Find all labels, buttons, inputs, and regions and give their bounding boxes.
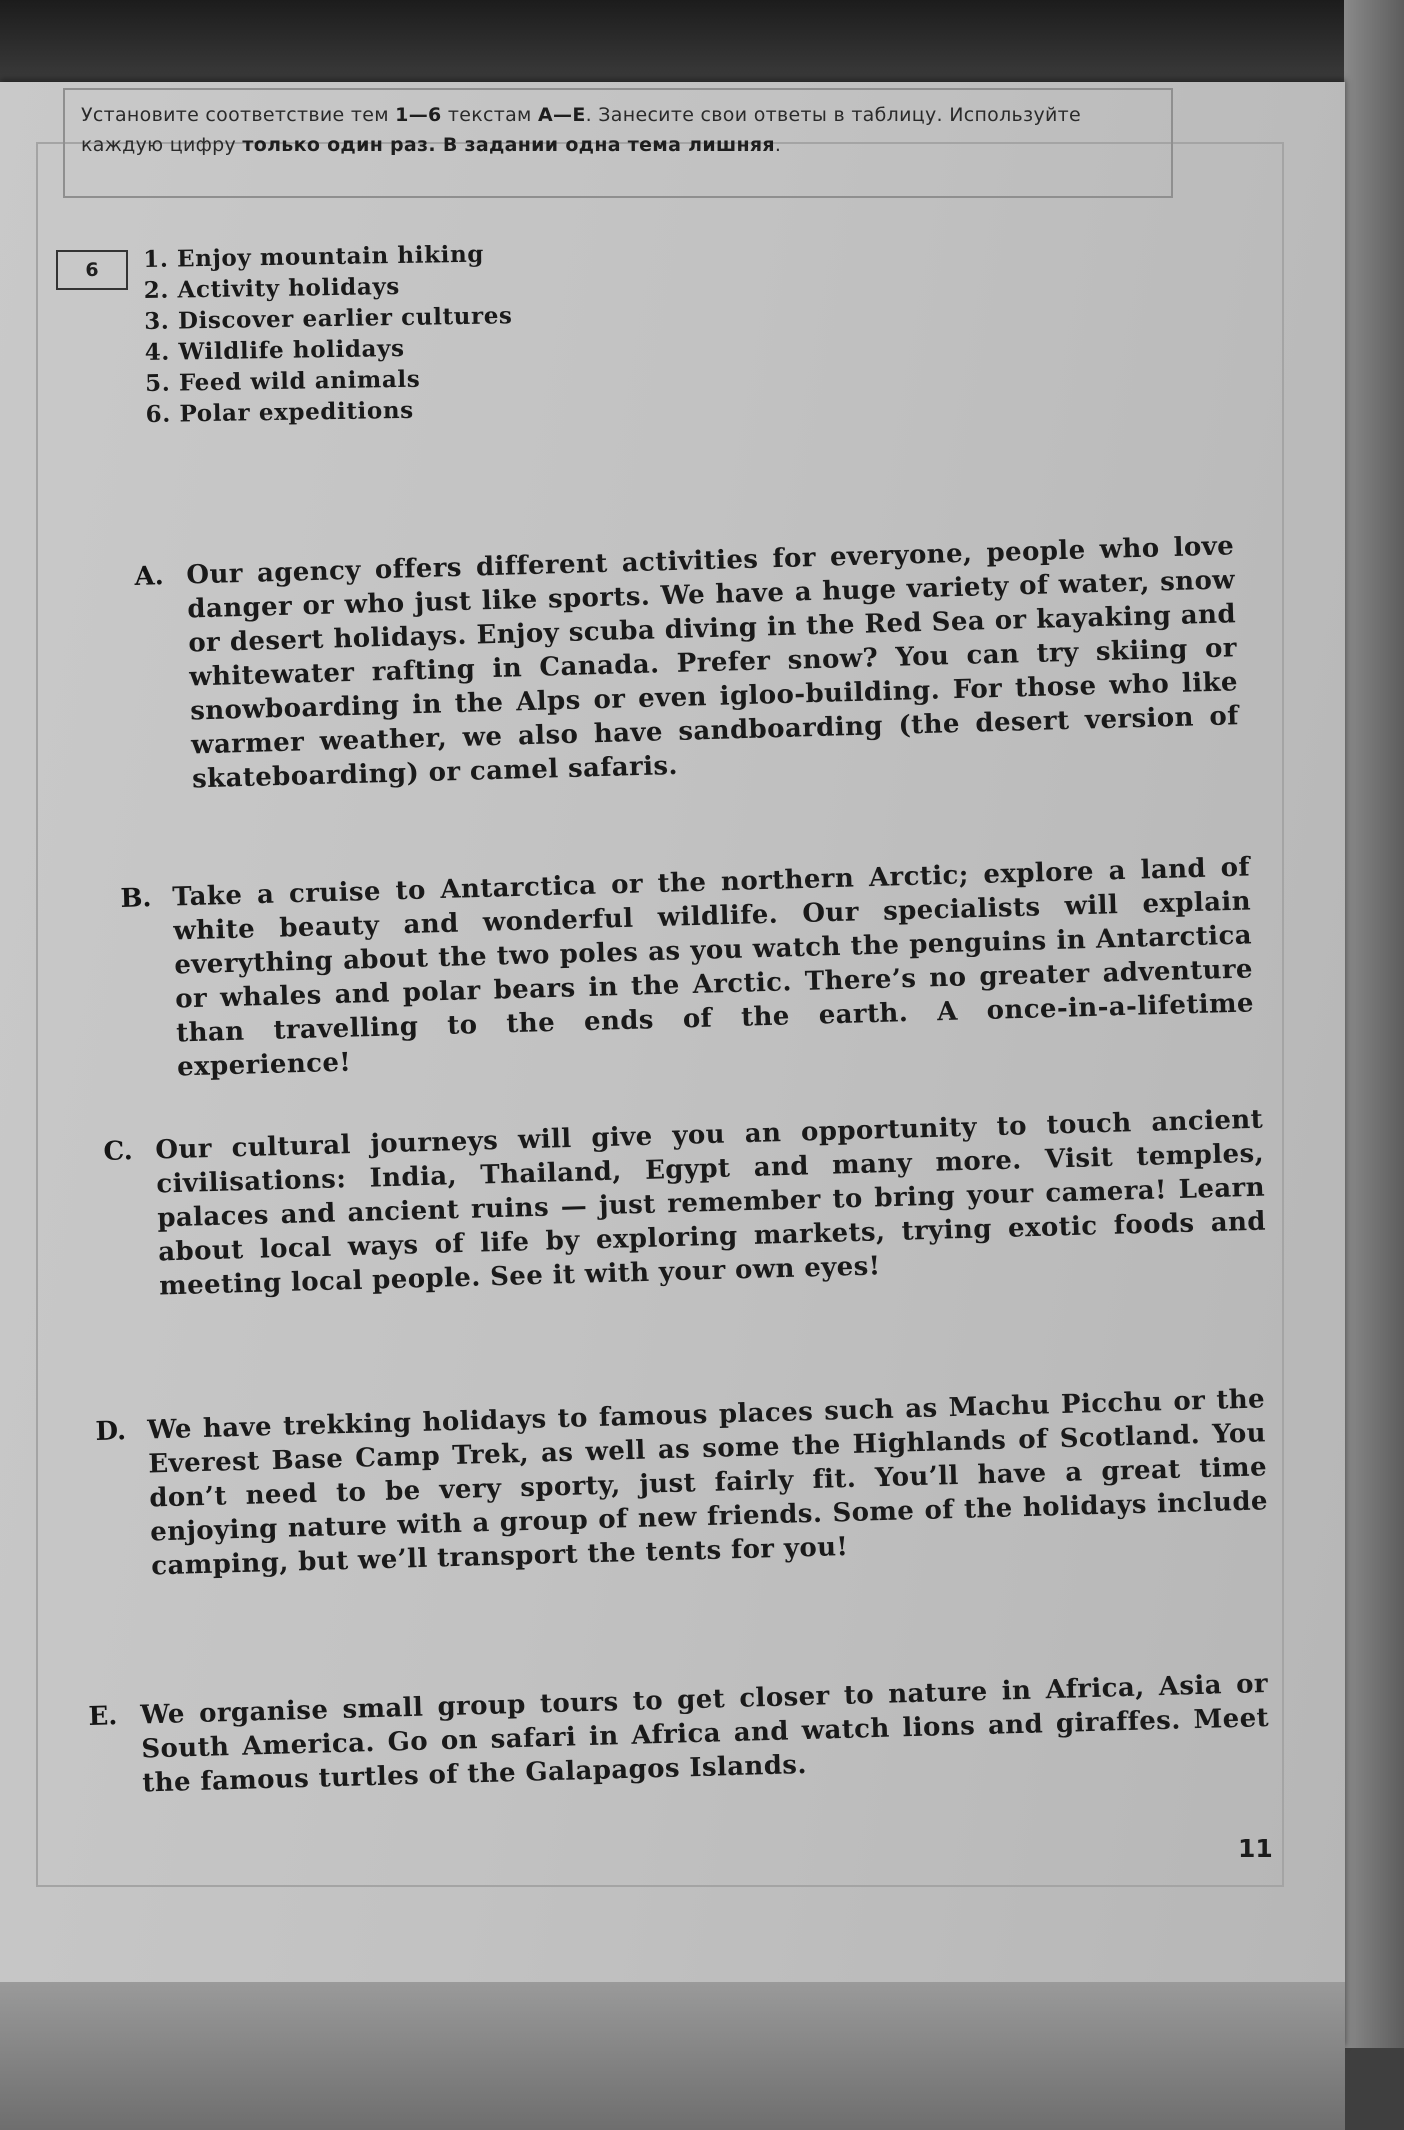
text-letter: A.: [134, 561, 165, 592]
instructions-emphasis: только один раз. В задании одна тема лишняя: [242, 134, 775, 156]
instructions-letters: А—Е: [538, 104, 586, 126]
text-block-d: [95, 1382, 1269, 1585]
topic-item: 5. Feed wild animals: [144, 365, 421, 397]
topic-item: 2. Activity holidays: [143, 272, 401, 304]
instructions-text-2: текстам: [441, 104, 539, 126]
instructions-text-3: . Занесите свои ответы в таблицу. Используйте каждую цифру: [81, 104, 1081, 156]
text-body: We organise small group tours to get closer to nature in Africa, Asia or South America. Go on safari in Africa and watch lions and giraffes. Meet the famous turtles of the Galapagos Islands.: [140, 1669, 1270, 1799]
topic-item: 1. Enjoy mountain hiking: [143, 240, 485, 273]
text-block-c: [103, 1103, 1267, 1305]
task-number-box: 6: [56, 250, 128, 290]
text-body: We have trekking holidays to famous places such as Machu Picchu or the Everest Base Camp Trek, as well as some the Highlands of Scotland. You don’t need to be very sporty, just fairly fit. You’ll have a great time enjoying nature with a group of new friends. Some of the holidays include camping, but we’ll transport the tents for you!: [147, 1384, 1269, 1582]
text-block-b: [120, 850, 1255, 1085]
topic-item: 6. Polar expeditions: [145, 396, 414, 428]
text-letter: B.: [120, 883, 152, 914]
task-instructions: [63, 88, 1173, 198]
text-body: Our cultural journeys will give you an opportunity to touch ancient civilisations: India, Thailand, Egypt and many more. Visit temples, palaces and ancient ruins — just remember to bring your camera! Learn about local ways of life by exploring markets, trying exotic foods and meeting local people. See it with your own eyes!: [155, 1104, 1267, 1302]
page-number: 11: [1238, 1834, 1273, 1863]
instructions-range: 1—6: [395, 104, 442, 126]
topic-item: 4. Wildlife holidays: [144, 334, 405, 366]
instructions-text-1: Установите соответствие тем: [81, 104, 396, 126]
text-block-a: [134, 529, 1240, 798]
background-top: [0, 0, 1404, 80]
text-letter: E.: [88, 1701, 118, 1732]
text-body: Take a cruise to Antarctica or the northern Arctic; explore a land of white beauty and wonderful wildlife. Our specialists will explain everything about the two poles as you watch the penguins in Antarctica or whales and polar bears in the Arctic. There’s no greater adventure than travelling to the ends of the earth. A once-in-a-lifetime experience!: [172, 852, 1255, 1083]
text-letter: C.: [103, 1136, 134, 1167]
page-shadow: [0, 1982, 1345, 2130]
background-right: [1344, 0, 1404, 2048]
instructions-end: .: [774, 134, 782, 156]
topic-item: 3. Discover earlier cultures: [144, 302, 513, 335]
text-letter: D.: [95, 1416, 127, 1447]
text-body: Our agency offers different activities for everyone, people who love danger or who just like sports. We have a huge variety of water, snow or desert holidays. Enjoy scuba diving in the Red Sea or kayaking and whitewater rafting in Canada. Prefer snow? You can try skiing or snowboarding in the Alps or even igloo-building. For those who like warmer weather, we also have sandboarding (the desert version of skateboarding) or camel safaris.: [186, 531, 1240, 795]
topics-list: [143, 238, 514, 430]
